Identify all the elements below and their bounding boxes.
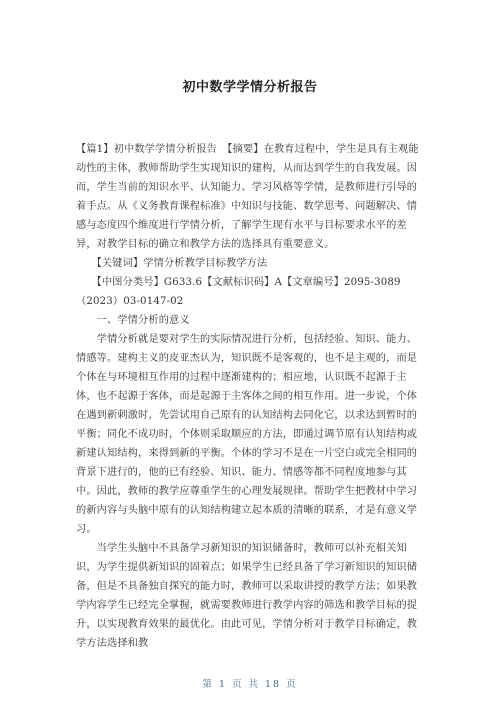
classification-paragraph: 【中图分类号】G633.6【文献标识码】A【文章编号】2095-3089（2023）03-0147-02: [76, 277, 401, 307]
document-title: 初中数学学情分析报告: [182, 80, 318, 95]
abstract-paragraph: 【篇1】初中数学学情分析报告 【摘要】在教育过程中，学生是具有主观能动性的主体，教师帮助学生实现知识的建构，从而达到学生的自我发展。因而，学生当前的知识水平、认知能力、学习风格等学情，是教师进行引导的着手点。从《义务教育课程标准》中知识与技能、数学思考、问题解决、情感与态度四个维度进行学情分析，了解学生现有水平与目标要求水平的差异，对教学目标的确立和教学方法的选择具有重要意义。: [76, 144, 419, 250]
document-body: [76, 140, 426, 653]
page-number: 第 1 页 共 18 页: [202, 679, 298, 690]
section-heading: 一、学情分析的意义: [76, 315, 190, 326]
body-paragraph: 当学生头脑中不具备学习新知识的知识储备时，教师可以补充相关知识，为学生提供新知识的固着点；如果学生已经具备了学习新知识的知识储备，但是不具备独自探究的能力时，教师可以采取讲授的教学方法；如果教学内容学生已经完全掌握，就需要教师进行教学内容的筛选和教学目标的提升，以实现教育效果的最优化。由此可见，学情分析对于教学目标确定，教学方法选择和教: [76, 543, 418, 649]
keywords-paragraph: 【关键词】学情分析教学目标教学方法: [76, 258, 268, 269]
body-paragraph: 学情分析就是要对学生的实际情况进行分析，包括经验、知识、能力、情感等。建构主义的皮亚杰认为，知识既不是客观的，也不是主观的，而是个体在与环境相互作用的过程中逐渐建构的；相应地，认识既不起源于主体，也不起源于客体，而是起源于主客体之间的相互作用。进一步说，个体在遇到新刺激时，先尝试用自己原有的认知结构去同化它，以求达到暂时的平衡；同化不成功时，个体则采取顺应的方法，即通过调节原有认知结构或新建认知结构，来得到新的平衡。个体的学习不是在一片空白或完全相同的背景下进行的，他的已有经验、知识、能力、情感等都不同程度地参与其中。因此，教师的教学应尊重学生的心理发展规律。帮助学生把教材中学习的新内容与头脑中原有的认知结构建立起本质的清晰的联系，才是有意义学习。: [76, 334, 418, 535]
